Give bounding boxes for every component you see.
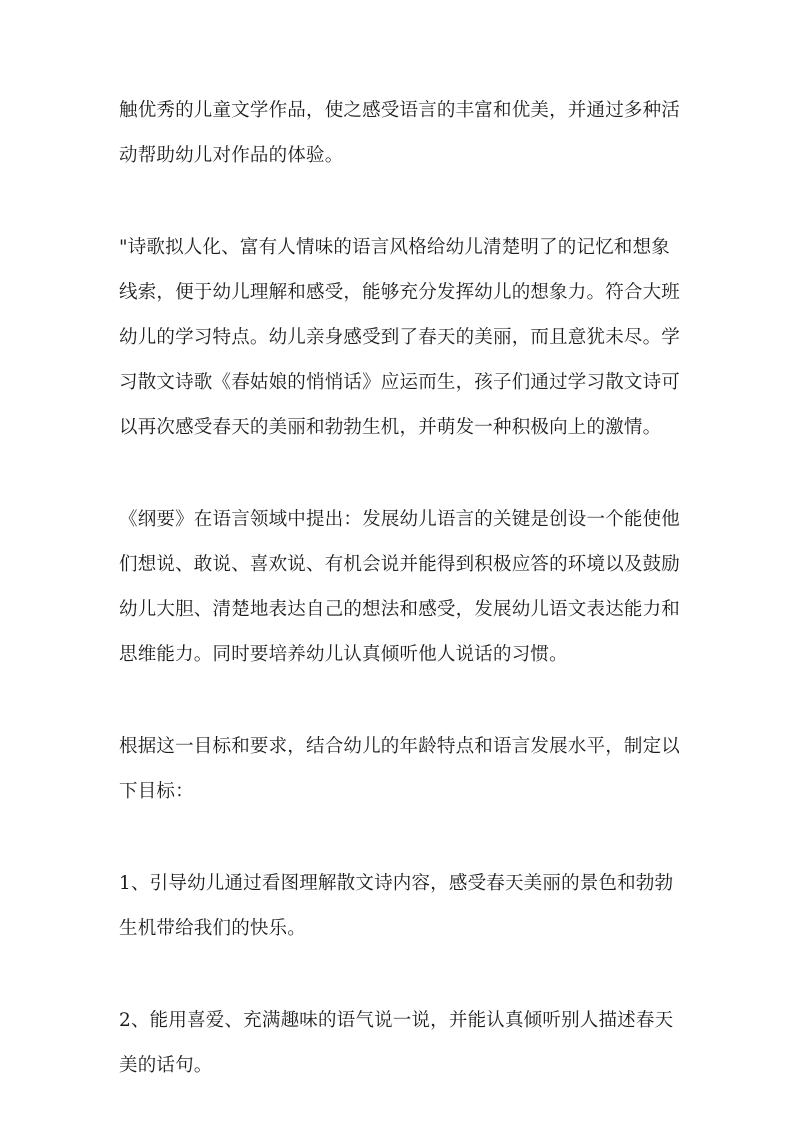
paragraph-poem-style <box>119 225 679 450</box>
text-line: 动帮助幼儿对作品的体验。 <box>119 145 344 166</box>
paragraph-goal-2 <box>119 998 679 1088</box>
text-line: 根据这一目标和要求，结合幼儿的年龄特点和语言发展水平，制定以 <box>119 736 681 757</box>
text-line: 思维能力。同时要培养幼儿认真倾听他人说话的习惯。 <box>119 644 568 665</box>
text-line: 们想说、敢说、喜欢说、有机会说并能得到积极应答的环境以及鼓励 <box>119 554 681 575</box>
text-line: 幼儿的学习特点。幼儿亲身感受到了春天的美丽，而且意犹未尽。学 <box>119 327 681 348</box>
paragraph-guideline <box>119 497 679 677</box>
paragraph-goal-1 <box>119 861 679 951</box>
text-line: "诗歌拟人化、富有人情味的语言风格给幼儿清楚明了的记忆和想象 <box>119 237 671 258</box>
text-line: 线索，便于幼儿理解和感受，能够充分发挥幼儿的想象力。符合大班 <box>119 282 681 303</box>
text-line: 下目标： <box>119 781 194 802</box>
text-line: 2、能用喜爱、充满趣味的语气说一说，并能认真倾听别人描述春天 <box>119 1010 674 1031</box>
text-line: 触优秀的儿童文学作品，使之感受语言的丰富和优美，并通过多种活 <box>119 100 681 121</box>
text-line: 《纲要》在语言领域中提出：发展幼儿语言的关键是创设一个能使他 <box>119 509 681 530</box>
document-body <box>119 88 679 1135</box>
text-line: 幼儿大胆、清楚地表达自己的想法和感受，发展幼儿语文表达能力和 <box>119 599 681 620</box>
text-line: 生机带给我们的快乐。 <box>119 918 307 939</box>
text-line: 以再次感受春天的美丽和勃勃生机，并萌发一种积极向上的激情。 <box>119 417 662 438</box>
text-line: 美的话句。 <box>119 1055 213 1076</box>
text-line: 1、引导幼儿通过看图理解散文诗内容，感受春天美丽的景色和勃勃 <box>119 873 674 894</box>
paragraph-intro <box>119 88 679 178</box>
paragraph-goals-intro <box>119 724 679 814</box>
text-line: 习散文诗歌《春姑娘的悄悄话》应运而生，孩子们通过学习散文诗可 <box>119 372 681 393</box>
